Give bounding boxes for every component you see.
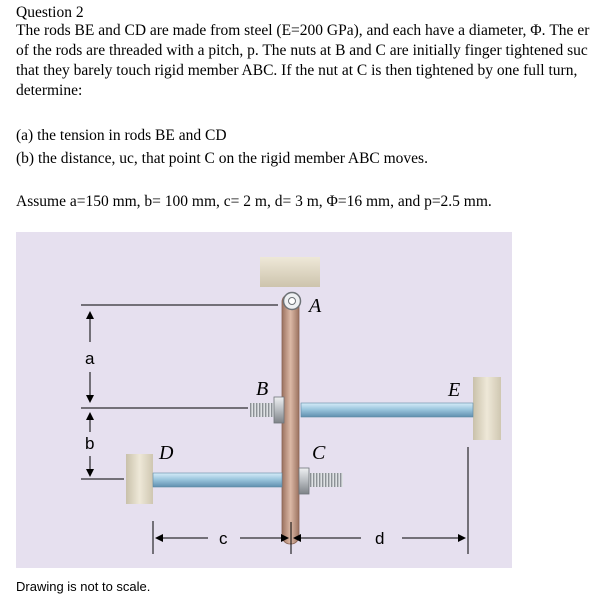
rigid-member-abc (282, 294, 299, 544)
question-line-3: that they barely touch rigid member ABC. If the nut at C is then tightened by one full turn, (16, 62, 578, 79)
question-line-1: The rods BE and CD are made from steel (E=200 GPa), and each have a diameter, Φ. The er (16, 22, 590, 39)
dimension-a-label: a (85, 349, 95, 368)
label-a-point: A (309, 295, 322, 317)
label-c-point: C (312, 442, 326, 464)
question-title: Question 2 (16, 4, 84, 21)
wall-e (473, 377, 501, 440)
label-b-point: B (256, 378, 269, 400)
wall-d (126, 454, 153, 504)
rod-be (301, 403, 473, 417)
dimension-b-label: b (85, 434, 95, 453)
dimension-d-label: d (375, 529, 385, 548)
rod-cd (153, 473, 282, 487)
top-support (260, 257, 320, 287)
drawing-note: Drawing is not to scale. (16, 579, 151, 594)
part-a: (a) the tension in rods BE and CD (16, 127, 227, 144)
nut-b-icon (274, 397, 284, 423)
question-line-2: of the rods are threaded with a pitch, p. The nuts at B and C are initially finger tightened suc (16, 42, 588, 59)
label-d-point: D (159, 442, 174, 464)
dimension-c-label: c (219, 529, 228, 548)
nut-c-icon (299, 468, 309, 494)
question-line-4: determine: (16, 82, 83, 99)
part-b: (b) the distance, uc, that point C on the rigid member ABC moves. (16, 150, 428, 167)
label-e-point: E (448, 379, 461, 401)
rod-assembly-figure (16, 232, 512, 568)
assumption-line: Assume a=150 mm, b= 100 mm, c= 2 m, d= 3 m, Φ=16 mm, and p=2.5 mm. (16, 193, 492, 210)
